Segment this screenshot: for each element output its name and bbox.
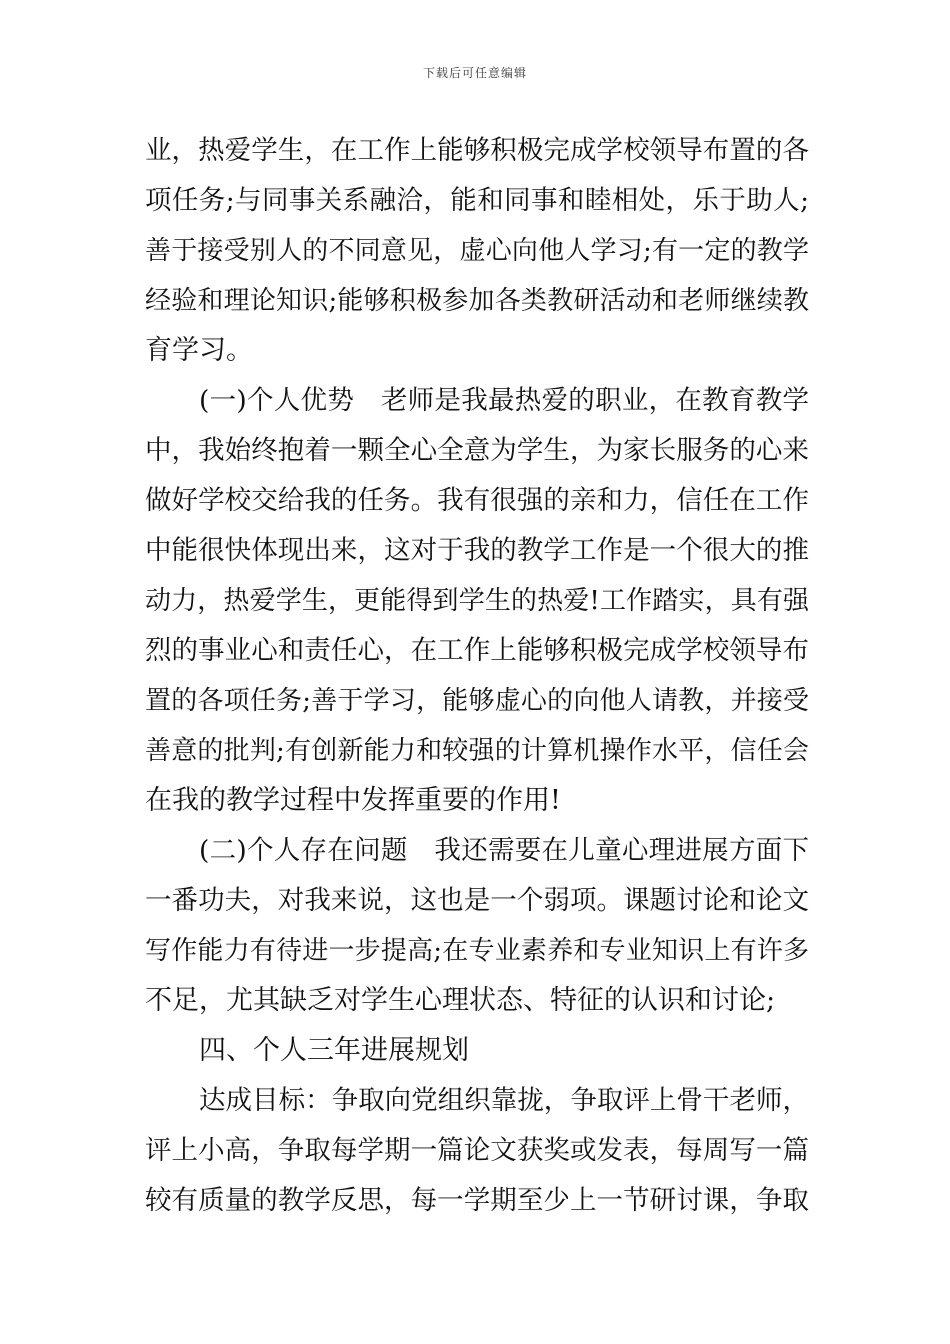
text-line: 项任务;与同事关系融洽，能和同事和睦相处，乐于助人; — [145, 185, 809, 216]
text-line: 评上小高，争取每学期一篇论文获奖或发表，每周写一篇 — [145, 1135, 809, 1166]
text-line: 善意的批判;有创新能力和较强的计算机操作水平，信任会 — [145, 736, 809, 766]
text-line: 烈的事业心和责任心，在工作上能够积极完成学校领导布 — [145, 635, 809, 666]
text-line: 较有质量的教学反思，每一学期至少上一节研讨课，争取 — [145, 1185, 809, 1216]
text-line: 达成目标：争取向党组织靠拢，争取评上骨干老师， — [199, 1085, 809, 1116]
page-header: 下载后可任意编辑 — [422, 66, 527, 80]
text-line: 一番功夫，对我来说，这也是一个弱项。课题讨论和论文 — [145, 885, 809, 916]
text-line: 置的各项任务;善于学习，能够虚心的向他人请教，并接受 — [145, 686, 809, 716]
section-heading-line: (一)个人优势 老师是我最热爱的职业，在教育教学 — [199, 385, 809, 416]
text-line: 中能很快体现出来，这对于我的教学工作是一个很大的推 — [145, 535, 809, 566]
text-line: 中，我始终抱着一颗全心全意为学生，为家长服务的心来 — [145, 435, 809, 466]
text-line: 动力，热爱学生，更能得到学生的热爱!工作踏实，具有强 — [145, 586, 809, 616]
text-line: 育学习。 — [145, 335, 253, 366]
section-heading: 四、个人三年进展规划 — [199, 1035, 469, 1066]
text-line: 不足，尤其缺乏对学生心理状态、特征的认识和讨论; — [145, 985, 776, 1016]
section-heading-line: (二)个人存在问题 我还需要在儿童心理进展方面下 — [199, 835, 809, 866]
text-line: 善于接受别人的不同意见，虚心向他人学习;有一定的教学 — [145, 236, 809, 266]
text-line: 写作能力有待进一步提高;在专业素养和专业知识上有许多 — [145, 936, 809, 966]
document-body — [145, 126, 809, 1226]
text-line: 在我的教学过程中发挥重要的作用! — [145, 785, 561, 816]
text-line: 经验和理论知识;能够积极参加各类教研活动和老师继续教 — [145, 286, 809, 316]
text-line: 做好学校交给我的任务。我有很强的亲和力，信任在工作 — [145, 485, 809, 516]
text-line: 业，热爱学生，在工作上能够积极完成学校领导布置的各 — [145, 135, 809, 166]
